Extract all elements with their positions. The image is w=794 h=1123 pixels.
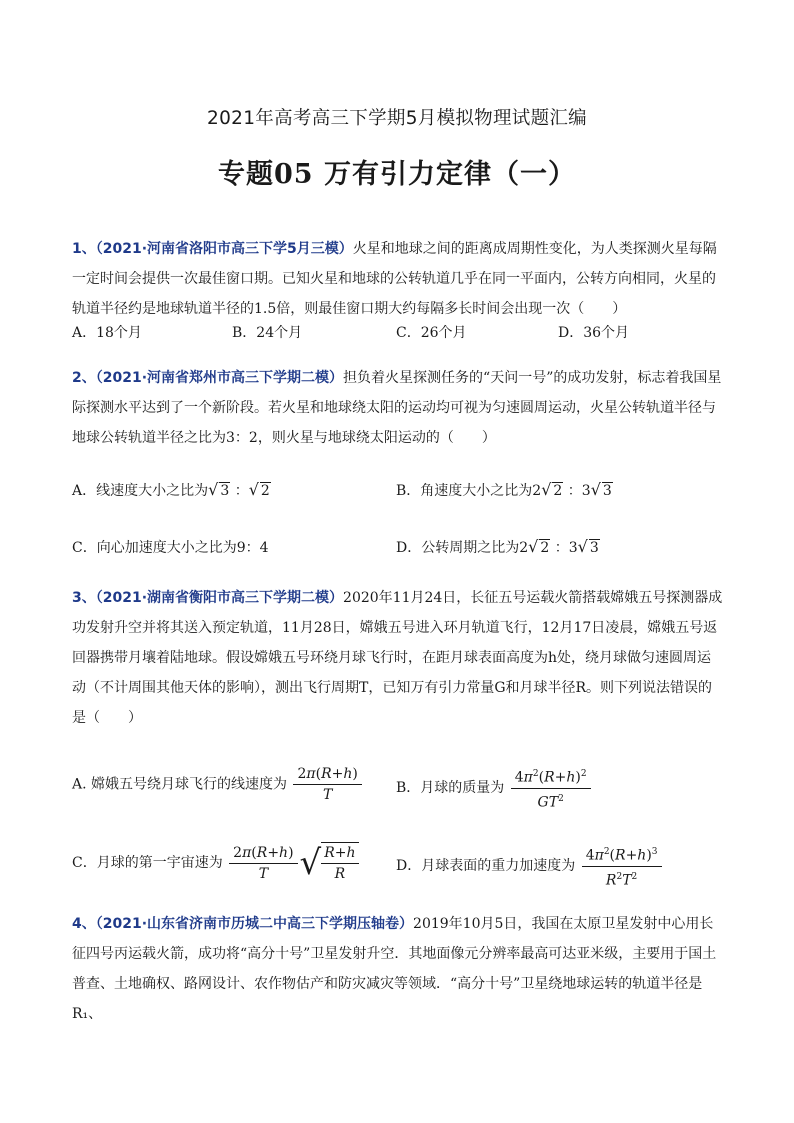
- question-2-source: （2021·河南省郑州市高三下学期二模）: [95, 370, 344, 386]
- question-1-option-a: A．18个月: [72, 325, 142, 341]
- question-4-text: 2019年10月5日，我国在太原卫星发射中心用长征四号丙运载火箭，成功将“高分十号”卫星发射升空．其地面像元分辨率最高可达亚米级，主要用于国土普查、土地确权、路网设计、农作物估产和防灾减灾等领域．“高分十号”卫星绕地球运转的轨道半径是R₁、: [72, 916, 717, 1022]
- document-series-title: 2021年高考高三下学期5月模拟物理试题汇编: [207, 108, 587, 129]
- formula-moon-mass: $\frac{4\pi^2(R+h)^2}{GT^2}$: [511, 764, 591, 812]
- question-1-number: 1、: [72, 241, 96, 257]
- question-2-text: 担负着火星探测任务的“天问一号”的成功发射，标志着我国星际探测水平达到了一个新阶段。若火星和地球绕太阳的运动均可视为匀速圆周运动，火星公转轨道半径与地球公转轨道半径之比为3：2，则火星与地球绕太阳运动的（ ）: [72, 370, 722, 446]
- question-3-source: （2021·湖南省衡阳市高三下学期二模）: [95, 590, 344, 606]
- question-3-option-b-label: B．月球的质量为: [396, 780, 505, 797]
- question-3: [72, 583, 724, 733]
- formula-first-cosmic-velocity: $\frac{2\pi(R+h)}{T}$: [229, 843, 297, 884]
- document-topic-title: 专题05 万有引力定律（一）: [218, 159, 576, 190]
- question-1-option-b: B．24个月: [232, 325, 303, 341]
- question-4-source: （2021·山东省济南市历城二中高三下学期压轴卷）: [95, 916, 414, 932]
- question-1-option-c: C．26个月: [396, 325, 467, 341]
- question-4: [72, 909, 724, 1029]
- question-2-number: 2、: [72, 370, 96, 386]
- question-3-option-c: C．月球的第一宇宙速为 $\frac{2\pi(R+h)}{T}$ √ $\frac{R+h}{R}$: [72, 842, 359, 884]
- question-3-option-c-label: C．月球的第一宇宙速为: [72, 855, 223, 871]
- question-2-option-d: D．公转周期之比为2√ 2 ：3√ 3: [396, 537, 599, 556]
- question-3-option-d-label: D．月球表面的重力加速度为: [396, 858, 576, 875]
- question-3-option-b: [396, 764, 593, 812]
- question-3-option-a: [72, 764, 364, 805]
- question-3-option-d: [396, 842, 664, 890]
- question-2-option-b: B．角速度大小之比为2√ 2 ：3√ 3: [396, 480, 612, 499]
- question-1-option-d: D．36个月: [558, 325, 630, 341]
- question-2-option-a: A．线速度大小之比为√ 3 ：√ 2: [72, 480, 270, 499]
- question-2-option-c: C．向心加速度大小之比为9：4: [72, 540, 269, 556]
- question-1-text: 火星和地球之间的距离成周期性变化，为人类探测火星每隔一定时间会提供一次最佳窗口期。已知火星和地球的公转轨道几乎在同一平面内，公转方向相同，火星的轨道半径约是地球轨道半径的1.5倍，则最佳窗口期大约每隔多长时间会出现一次（ ）: [72, 241, 717, 317]
- question-1: [72, 234, 724, 324]
- question-2-option-b-label: B．角速度大小之比为: [396, 483, 533, 499]
- question-3-number: 3、: [72, 590, 96, 606]
- question-4-number: 4、: [72, 916, 96, 932]
- question-3-text: 2020年11月24日，长征五号运载火箭搭载嫦娥五号探测器成功发射升空并将其送入预定轨道，11月28日，嫦娥五号进入环月轨道飞行，12月17日凌晨，嫦娥五号返回器携带月壤着陆地球。假设嫦娥五号环绕月球飞行时，在距月球表面高度为h处，绕月球做匀速圆周运动（不计周围其他天体的影响），测出飞行周期T，已知万有引力常量G和月球半径R。则下列说法错误的是（ ）: [72, 590, 723, 726]
- question-2-option-a-label: A．线速度大小之比为: [72, 483, 209, 499]
- question-3-option-a-label: A. 嫦娥五号绕月球飞行的线速度为: [72, 776, 288, 793]
- formula-surface-gravity: $\frac{4\pi^2(R+h)^3}{R^2T^2}$: [582, 842, 662, 890]
- question-1-source: （2021·河南省洛阳市高三下学5月三模）: [95, 241, 353, 257]
- question-2: [72, 363, 724, 453]
- question-2-option-d-label: D．公转周期之比为: [396, 540, 520, 556]
- formula-velocity: $\frac{2\pi(R+h)}{T}$: [293, 764, 361, 805]
